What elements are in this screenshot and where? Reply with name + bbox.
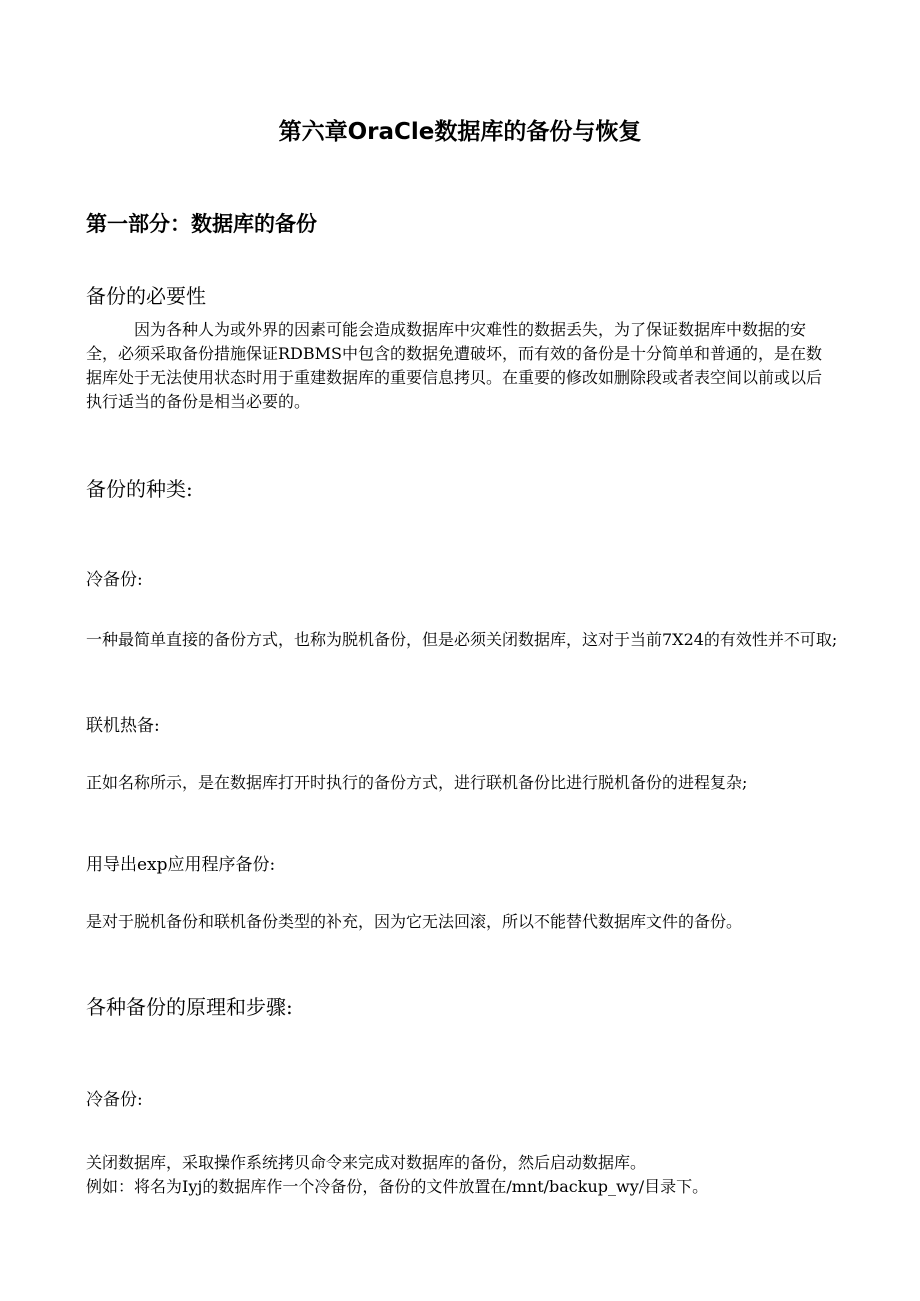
section-heading-principles: 各种备份的原理和步骤: — [86, 995, 293, 1019]
subheading-hot-backup: 联机热备: — [86, 716, 160, 736]
subheading-exp-backup: 用导出exp应用程序备份: — [86, 855, 276, 875]
cold-steps-line-2: 例如：将名为Iyj的数据库作一个冷备份，备份的文件放置在/mnt/backup_wy/目录下。 — [86, 1177, 709, 1196]
chapter-title: 第六章OraCle数据库的备份与恢复 — [278, 119, 642, 145]
cold-backup-text: 一种最简单直接的备份方式，也称为脱机备份，但是必须关闭数据库，这对于当前7X24的有效性并不可取; — [86, 630, 838, 649]
cold-steps-line-1: 关闭数据库，采取操作系统拷贝命令来完成对数据库的备份，然后启动数据库。 — [86, 1153, 647, 1172]
section-heading-types: 备份的种类: — [86, 477, 193, 501]
section-heading-necessity: 备份的必要性 — [86, 284, 206, 308]
necessity-paragraph: 因为各种人为或外界的因素可能会造成数据库中灾难性的数据丢失，为了保证数据库中数据的安全，必须采取备份措施保证RDBMS中包含的数据免遭破坏，而有效的备份是十分简单和普通的，是在数据库处于无法使用状态时用于重建数据库的重要信息拷贝。在重要的修改如删除段或者表空间以前或以后执行适当的备份是相当必要的。 — [86, 320, 823, 411]
subheading-cold-backup-steps: 冷备份: — [86, 1090, 143, 1110]
exp-backup-text: 是对于脱机备份和联机备份类型的补充，因为它无法回滚，所以不能替代数据库文件的备份。 — [86, 912, 743, 931]
part-title: 第一部分：数据库的备份 — [86, 212, 317, 236]
hot-backup-text: 正如名称所示，是在数据库打开时执行的备份方式，进行联机备份比进行脱机备份的进程复杂; — [86, 773, 748, 792]
subheading-cold-backup: 冷备份: — [86, 570, 143, 590]
